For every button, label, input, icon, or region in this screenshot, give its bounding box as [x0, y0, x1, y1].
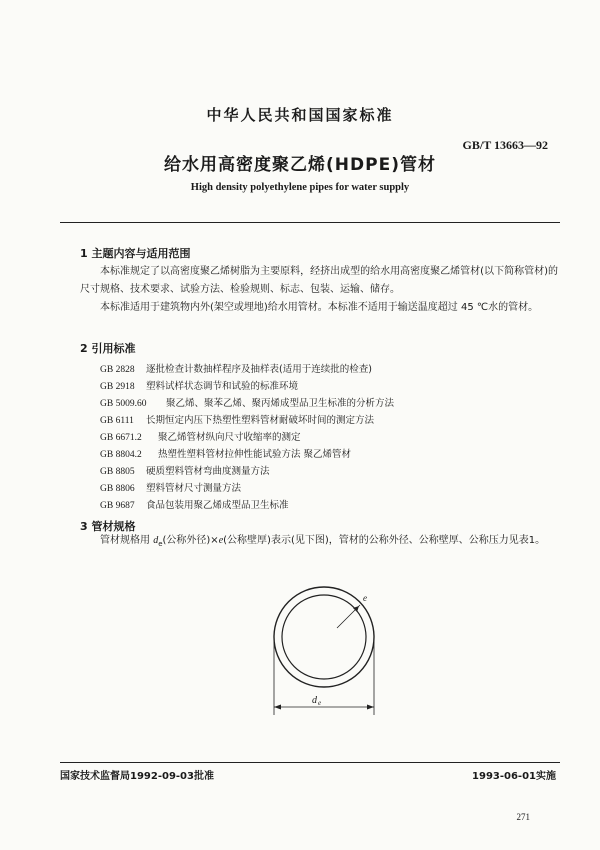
section-1-paragraph-1: 本标准规定了以高密度聚乙烯树脂为主要原料，经挤出成型的给水用高密度聚乙烯管材(以下简称管材)的尺寸规格、技术要求、试验方法、检验规则、标志、包装、运输、储存。	[80, 266, 558, 295]
reference-title: 塑料管材尺寸测量方法	[146, 483, 242, 494]
reference-item	[100, 412, 374, 428]
reference-code: GB 2828	[100, 365, 135, 375]
reference-title: 硬质塑料管材弯曲度测量方法	[146, 466, 270, 477]
reference-title: 食品包装用聚乙烯成型品卫生标准	[146, 500, 289, 511]
reference-code: GB 2918	[100, 382, 135, 392]
reference-code: GB 6671.2	[100, 433, 142, 443]
page-title: 给水用高密度聚乙烯(HDPE)管材	[164, 155, 436, 175]
reference-code: GB 8805	[100, 467, 135, 477]
label-de-subscript: e	[318, 699, 322, 707]
reference-title: 塑料试样状态调节和试验的标准环境	[146, 381, 299, 392]
label-de: d	[312, 695, 317, 706]
org-title: 中华人民共和国国家标准	[206, 106, 394, 124]
page-number: 271	[516, 812, 530, 822]
reference-item	[100, 497, 289, 513]
reference-title: 热塑性塑料管材拉伸性能试验方法 聚乙烯管材	[158, 449, 352, 460]
subscript-e: e	[158, 540, 163, 548]
reference-item	[100, 395, 394, 411]
label-e: e	[363, 593, 367, 603]
reference-title: 逐批检查计数抽样程序及抽样表(适用于连续批的检查)	[146, 364, 372, 375]
reference-item	[100, 429, 301, 445]
reference-title: 长期恒定内压下热塑性塑料管材耐破坏时间的测定方法	[146, 415, 375, 426]
pipe-inner-circle	[282, 595, 366, 679]
section-3-heading: 3 管材规格	[80, 520, 136, 533]
reference-item	[100, 480, 241, 496]
reference-code: GB 8804.2	[100, 450, 142, 460]
implementation-date: 1993-06-01实施	[472, 771, 556, 782]
reference-title: 聚乙烯、聚苯乙烯、聚丙烯成型品卫生标准的分析方法	[166, 398, 395, 409]
section-1-paragraph-2: 本标准适用于建筑物内外(架空或埋地)给水用管材。本标准不适用于输送温度超过 45 ℃水的管材。	[100, 302, 539, 313]
english-title: High density polyethylene pipes for water supply	[190, 182, 410, 193]
reference-item	[100, 463, 270, 479]
reference-item	[100, 446, 351, 462]
arrowhead-right	[367, 705, 374, 710]
reference-code: GB 5009.60	[100, 399, 147, 409]
standard-code: GB/T 13663—92	[462, 138, 548, 152]
section-2-heading: 2 引用标准	[80, 342, 136, 355]
approval-info: 国家技术监督局1992-09-03批准	[60, 771, 214, 782]
section-3-paragraph	[80, 532, 558, 553]
reference-code: GB 9687	[100, 501, 135, 511]
para-text: 管材规格用	[100, 535, 154, 546]
reference-title: 聚乙烯管材纵向尺寸收缩率的测定	[158, 432, 301, 443]
section-1-heading: 1 主题内容与适用范围	[80, 247, 191, 260]
variable-e: e	[218, 535, 224, 546]
para-text: (公称外径)×	[162, 535, 219, 546]
pipe-cross-section-figure	[255, 575, 405, 725]
pipe-outer-circle	[274, 587, 374, 687]
reference-code: GB 8806	[100, 484, 135, 494]
arrowhead-left	[274, 705, 281, 710]
reference-item	[100, 378, 298, 394]
para-text: (公称壁厚)表示(见下图)，管材的公称外径、公称壁厚、公称压力见表1。	[223, 535, 546, 546]
header-divider	[60, 222, 560, 223]
reference-item	[100, 361, 372, 377]
footer-divider	[60, 762, 560, 763]
variable-de: d	[153, 535, 159, 546]
reference-code: GB 6111	[100, 416, 134, 426]
